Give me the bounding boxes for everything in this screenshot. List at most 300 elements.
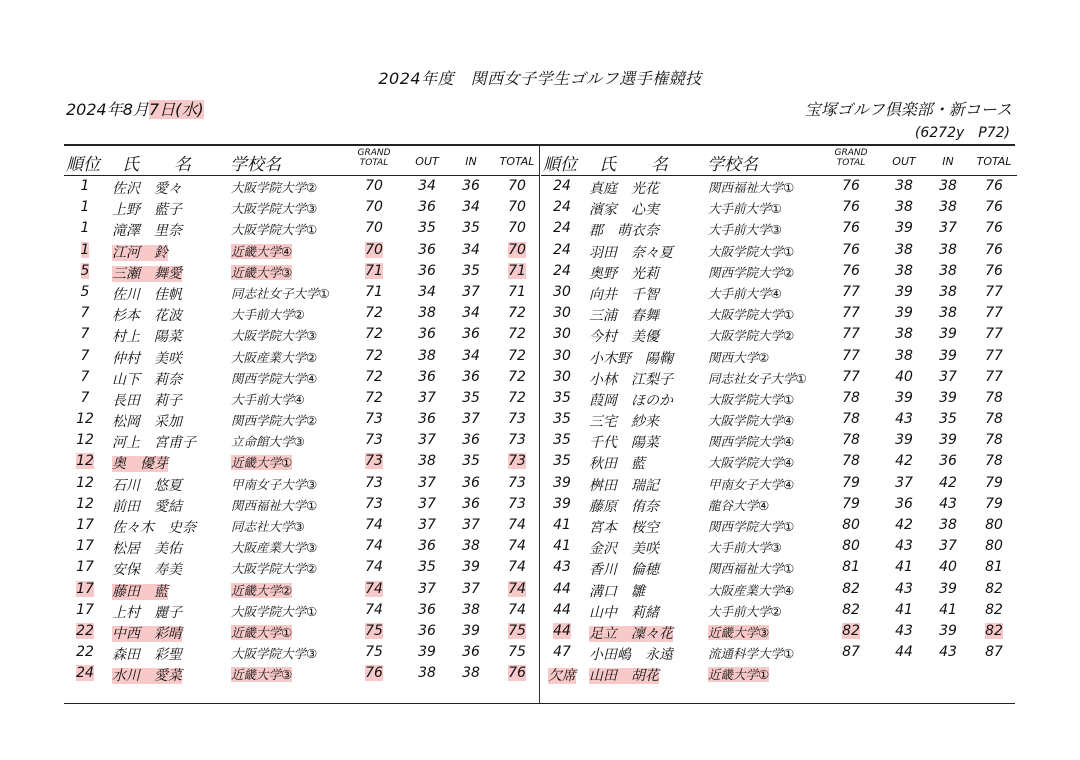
player-name-cell: 松岡 采加: [112, 414, 182, 431]
table-row: [64, 240, 540, 261]
in-score-cell: 36: [462, 432, 480, 449]
rank-cell: 17: [76, 538, 94, 555]
rank-cell: 41: [553, 538, 571, 555]
table-header-left: [64, 146, 540, 176]
grand-total-cell-highlight: 82: [842, 622, 860, 639]
player-name-cell: 小木野 陽鞠: [589, 350, 673, 367]
out-score-cell: 36: [418, 326, 436, 343]
table-row: [541, 282, 1017, 303]
out-score-cell: 34: [418, 178, 436, 194]
total-score-cell: 72: [508, 305, 526, 322]
rank-cell: 7: [80, 326, 90, 343]
player-name-cell: 向井 千智: [589, 286, 659, 303]
in-score-cell: 36: [462, 368, 480, 385]
player-name-cell: 葭岡 ほのか: [589, 392, 673, 409]
out-score-cell: 36: [418, 368, 436, 385]
table-row: [64, 367, 540, 388]
rank-cell: 12: [76, 495, 94, 512]
in-score-cell: 39: [939, 580, 957, 597]
out-score-cell: 35: [418, 220, 436, 237]
in-score-cell: 41: [939, 601, 957, 618]
player-name-cell: 三浦 春舞: [589, 308, 659, 325]
header-out: OUT: [892, 155, 916, 168]
in-score-cell: 38: [462, 601, 480, 618]
grand-total-cell: 70: [365, 220, 383, 237]
school-cell-highlight: 近畿大学③: [231, 264, 293, 280]
out-score-cell: 38: [895, 326, 913, 343]
total-score-cell: 74: [508, 517, 526, 533]
out-score-cell: 37: [418, 432, 436, 449]
table-row: [64, 663, 540, 684]
results-table: [64, 144, 1015, 704]
school-cell-highlight: 近畿大学①: [231, 624, 293, 640]
rank-cell: 47: [553, 644, 571, 661]
in-score-cell: 34: [462, 199, 480, 216]
out-score-cell: 39: [895, 283, 913, 300]
player-name-cell: 山中 莉緒: [589, 604, 659, 621]
school-cell: 大阪産業大学③: [231, 540, 318, 556]
total-score-cell: [497, 453, 537, 469]
grand-total-cell: 74: [365, 517, 383, 533]
table-row: [541, 303, 1017, 324]
grand-total-cell: [354, 242, 394, 258]
grand-total-cell: 73: [365, 495, 383, 512]
rank-cell: 30: [553, 283, 571, 300]
player-name-cell: 香川 倫穂: [589, 562, 659, 579]
school-cell: 大阪産業大学④: [708, 582, 795, 598]
rank-cell: 30: [553, 326, 571, 343]
rank-cell: [64, 581, 106, 597]
in-score-cell: 39: [939, 432, 957, 449]
total-score-cell: [974, 623, 1014, 639]
table-row: [541, 388, 1017, 409]
table-row: [541, 515, 1017, 536]
grand-total-cell: 74: [365, 559, 383, 576]
out-score-cell: 38: [895, 347, 913, 364]
grand-total-cell: 76: [842, 262, 860, 279]
grand-total-cell-highlight: 73: [365, 453, 383, 470]
player-name-cell: 金沢 美咲: [589, 541, 659, 558]
school-cell: 大阪学院大学①: [708, 391, 795, 407]
out-score-cell: 42: [895, 517, 913, 533]
rank-cell: [64, 453, 106, 469]
grand-total-cell: 78: [842, 453, 860, 470]
rank-cell-highlight: 12: [76, 453, 94, 470]
out-score-cell: 37: [418, 474, 436, 491]
rank-cell: [64, 263, 106, 279]
out-score-cell: 43: [895, 580, 913, 597]
in-score-cell: 36: [462, 326, 480, 343]
school-cell: 関西学院大学④: [708, 434, 795, 450]
table-body-right: [541, 176, 1017, 685]
out-score-cell: 38: [895, 262, 913, 279]
rank-cell: 24: [553, 220, 571, 237]
player-name-cell: 藤原 侑奈: [589, 498, 659, 515]
school-cell-highlight: 近畿大学③: [708, 624, 770, 640]
player-name-cell: 真庭 光花: [589, 181, 659, 197]
player-name-cell: 郡 萌衣奈: [589, 223, 659, 240]
table-bottom-rule: [64, 703, 1015, 704]
school-cell: [708, 665, 769, 683]
total-score-cell: [497, 581, 537, 597]
total-score-cell: 77: [985, 283, 1003, 300]
rank-cell: 22: [76, 644, 94, 661]
header-in: IN: [465, 155, 477, 168]
player-name-cell-highlight: 江河 鈴: [112, 244, 168, 261]
in-score-cell: 43: [939, 644, 957, 661]
out-score-cell: 40: [895, 368, 913, 385]
table-row: [64, 451, 540, 472]
player-name-cell: 上村 麗子: [112, 604, 182, 621]
in-score-cell: 38: [462, 665, 480, 682]
player-name-cell: 森田 彩聖: [112, 647, 182, 664]
grand-total-cell: 73: [365, 411, 383, 428]
out-score-cell: 38: [418, 665, 436, 682]
player-name-cell: 山下 莉奈: [112, 371, 182, 388]
player-name-cell: 奥野 光莉: [589, 265, 659, 282]
header-total: TOTAL: [976, 155, 1012, 168]
date-prefix: 2024年8月: [66, 100, 149, 119]
total-score-cell: 70: [508, 199, 526, 216]
in-score-cell: 38: [462, 538, 480, 555]
table-row: [64, 600, 540, 621]
total-score-cell-highlight: 75: [508, 622, 526, 639]
header-total: TOTAL: [499, 155, 535, 168]
rank-cell: [64, 665, 106, 681]
out-score-cell: 39: [418, 644, 436, 661]
grand-total-cell: 78: [842, 432, 860, 449]
header-surname: 氏: [122, 155, 139, 175]
out-score-cell: 44: [895, 644, 913, 661]
total-score-cell: 70: [508, 220, 526, 237]
total-score-cell-highlight: 73: [508, 453, 526, 470]
table-row: [64, 430, 540, 451]
grand-total-cell: [354, 581, 394, 597]
total-score-cell: 77: [985, 347, 1003, 364]
in-score-cell: 42: [939, 474, 957, 491]
school-cell: 大手前大学②: [708, 603, 782, 619]
school-cell-highlight: 近畿大学③: [231, 667, 293, 683]
player-name-cell-highlight: 足立 凜々花: [589, 625, 673, 642]
out-score-cell: 36: [418, 622, 436, 639]
table-row: [64, 621, 540, 642]
table-row: [64, 409, 540, 430]
out-score-cell: 39: [895, 389, 913, 406]
player-name-cell-highlight: 三瀬 舞愛: [112, 265, 182, 282]
table-row: [64, 536, 540, 557]
school-cell: 大手前大学②: [231, 307, 305, 323]
school-cell: 大阪学院大学①: [231, 603, 318, 619]
grand-total-cell: 76: [842, 199, 860, 216]
grand-total-cell: 77: [842, 368, 860, 385]
player-name-cell: 桝田 瑞記: [589, 477, 659, 494]
total-score-cell: 82: [985, 601, 1003, 618]
player-name-cell: 長田 莉子: [112, 392, 182, 409]
grand-total-cell: 80: [842, 538, 860, 555]
in-score-cell: 37: [939, 368, 957, 385]
grand-total-cell: 72: [365, 326, 383, 343]
rank-cell: 24: [553, 241, 571, 258]
total-score-cell: 78: [985, 411, 1003, 428]
rank-cell: [64, 623, 106, 639]
grand-total-cell: 79: [842, 474, 860, 491]
school-cell: [231, 263, 292, 281]
grand-total-cell: 82: [842, 601, 860, 618]
table-row: [541, 261, 1017, 282]
grand-total-cell: 77: [842, 283, 860, 300]
header-grand-total-line2: TOTAL: [836, 158, 866, 168]
grand-total-cell: 77: [842, 305, 860, 322]
total-score-cell: 79: [985, 474, 1003, 491]
in-score-cell: 35: [939, 411, 957, 428]
grand-total-cell-highlight: 76: [365, 665, 383, 682]
table-row: [541, 218, 1017, 239]
school-cell: 流通科学大学①: [708, 646, 795, 662]
player-name-cell: 松居 美佑: [112, 541, 182, 558]
total-score-cell-highlight: 82: [985, 622, 1003, 639]
total-score-cell: 79: [985, 495, 1003, 512]
out-score-cell: 38: [418, 347, 436, 364]
total-score-cell: 78: [985, 432, 1003, 449]
rank-cell: 12: [76, 474, 94, 491]
table-row: [64, 642, 540, 663]
course-yardage: (6272y P72): [914, 125, 1010, 141]
school-cell-highlight: 近畿大学①: [708, 667, 770, 683]
out-score-cell: 37: [418, 580, 436, 597]
player-name-cell: [112, 263, 182, 283]
grand-total-cell: 77: [842, 326, 860, 343]
rank-cell-highlight: 5: [80, 262, 90, 279]
rank-cell: 7: [80, 347, 90, 364]
table-row: [64, 176, 540, 197]
grand-total-cell: [354, 453, 394, 469]
in-score-cell: 38: [939, 283, 957, 300]
in-score-cell: 38: [939, 178, 957, 194]
school-cell: [231, 581, 292, 599]
in-score-cell: 36: [939, 453, 957, 470]
in-score-cell: 34: [462, 347, 480, 364]
grand-total-cell: 72: [365, 305, 383, 322]
in-score-cell: 39: [939, 347, 957, 364]
table-row: [64, 557, 540, 578]
rank-cell: [541, 665, 583, 685]
out-score-cell: 38: [418, 453, 436, 470]
player-name-cell: 前田 愛結: [112, 498, 182, 515]
player-name-cell: 三宅 紗来: [589, 414, 659, 431]
rank-cell-highlight: 22: [76, 622, 94, 639]
grand-total-cell: 73: [365, 432, 383, 449]
player-name-cell: 今村 美優: [589, 329, 659, 346]
table-row: [541, 451, 1017, 472]
table-row: [541, 494, 1017, 515]
table-row: [541, 346, 1017, 367]
total-score-cell: [497, 623, 537, 639]
table-row: [541, 579, 1017, 600]
school-cell: 同志社女子大学①: [708, 370, 807, 386]
player-name-cell: 佐々木 史奈: [112, 520, 196, 536]
grand-total-cell-highlight: 71: [365, 262, 383, 279]
in-score-cell: 35: [462, 453, 480, 470]
school-cell: [231, 665, 292, 683]
player-name-cell-highlight: 奥 優芽: [112, 456, 168, 473]
player-name-cell: 佐川 佳帆: [112, 286, 182, 303]
grand-total-cell-highlight: 75: [365, 622, 383, 639]
player-name-cell: 石川 悠夏: [112, 477, 182, 494]
school-cell: 大阪学院大学②: [231, 561, 318, 577]
results-left-column: [64, 146, 540, 685]
out-score-cell: 36: [418, 262, 436, 279]
player-name-cell: 安保 寿美: [112, 562, 182, 579]
school-cell: [231, 453, 292, 471]
table-row: [64, 282, 540, 303]
school-cell: 大手前大学④: [708, 285, 782, 301]
rank-cell: [541, 623, 583, 639]
player-name-cell: 千代 陽菜: [589, 435, 659, 452]
grand-total-cell: 71: [365, 283, 383, 300]
school-cell: 大手前大学③: [708, 540, 782, 556]
player-name-cell: [112, 242, 168, 262]
rank-cell: 30: [553, 305, 571, 322]
header-surname: 氏: [599, 155, 616, 175]
total-score-cell-highlight: 76: [508, 665, 526, 682]
in-score-cell: 36: [462, 644, 480, 661]
grand-total-cell: 76: [842, 178, 860, 194]
header-rank: 順位: [66, 155, 100, 175]
total-score-cell: [497, 242, 537, 258]
out-score-cell: 38: [895, 199, 913, 216]
header-out: OUT: [415, 155, 439, 168]
in-score-cell: 36: [462, 474, 480, 491]
player-name-cell: [112, 665, 182, 685]
school-cell: 大阪学院大学①: [708, 307, 795, 323]
player-name-cell: 杉本 花波: [112, 308, 182, 325]
grand-total-cell-highlight: 74: [365, 580, 383, 597]
out-score-cell: 36: [418, 601, 436, 618]
table-row: [64, 579, 540, 600]
rank-cell: 17: [76, 517, 94, 533]
in-score-cell: 39: [462, 622, 480, 639]
in-score-cell: 38: [939, 241, 957, 258]
table-row: [64, 494, 540, 515]
school-cell: 甲南女子大学③: [231, 476, 318, 492]
player-name-cell: 河上 宮甫子: [112, 435, 196, 452]
page-title: 2024年度 関西女子学生ゴルフ選手権競技: [378, 69, 702, 88]
grand-total-cell: 72: [365, 368, 383, 385]
out-score-cell: 37: [418, 495, 436, 512]
grand-total-cell: 74: [365, 601, 383, 618]
rank-cell-highlight: 1: [80, 241, 90, 258]
rank-cell: 24: [553, 178, 571, 194]
school-cell: 同志社女子大学①: [231, 285, 330, 301]
header-grand-total-line1: GRAND: [834, 148, 868, 158]
school-cell: 関西学院大学④: [231, 370, 318, 386]
total-score-cell: 73: [508, 411, 526, 428]
out-score-cell: 38: [895, 178, 913, 194]
table-row: [541, 600, 1017, 621]
total-score-cell: 76: [985, 220, 1003, 237]
rank-cell: 17: [76, 601, 94, 618]
rank-cell: 35: [553, 432, 571, 449]
grand-total-cell: 77: [842, 347, 860, 364]
in-score-cell: 37: [462, 517, 480, 533]
out-score-cell: 41: [895, 601, 913, 618]
school-cell: 大阪学院大学③: [231, 646, 318, 662]
grand-total-cell: 78: [842, 389, 860, 406]
rank-cell: 35: [553, 389, 571, 406]
header-grand-total: [831, 148, 871, 168]
school-cell-highlight: 近畿大学④: [231, 243, 293, 259]
header-rank: 順位: [543, 155, 577, 175]
table-row: [64, 197, 540, 218]
in-score-cell: 39: [939, 326, 957, 343]
grand-total-cell: 75: [365, 644, 383, 661]
in-score-cell: 37: [939, 220, 957, 237]
rank-cell: 1: [80, 220, 90, 237]
out-score-cell: 42: [895, 453, 913, 470]
header-grand-total-line1: GRAND: [357, 148, 391, 158]
out-score-cell: 39: [895, 305, 913, 322]
grand-total-cell: 73: [365, 474, 383, 491]
school-cell: 関西福祉大学①: [708, 180, 795, 195]
out-score-cell: 36: [895, 495, 913, 512]
in-score-cell: 35: [462, 389, 480, 406]
player-name-cell: [112, 581, 168, 601]
table-row: [541, 430, 1017, 451]
rank-cell: 5: [80, 283, 90, 300]
rank-cell: 44: [553, 601, 571, 618]
school-cell: 龍谷大学④: [708, 497, 770, 513]
player-name-cell: 村上 陽菜: [112, 329, 182, 346]
grand-total-cell: [831, 623, 871, 639]
total-score-cell: 70: [508, 178, 526, 194]
school-cell: 大阪学院大学②: [231, 180, 318, 195]
in-score-cell: 35: [462, 262, 480, 279]
rank-cell: 35: [553, 411, 571, 428]
out-score-cell: 39: [895, 220, 913, 237]
player-name-cell: [112, 623, 182, 643]
total-score-cell-highlight: 74: [508, 580, 526, 597]
grand-total-cell: 74: [365, 538, 383, 555]
school-cell: 大阪学院大学④: [708, 455, 795, 471]
out-score-cell: 36: [418, 538, 436, 555]
rank-cell: [64, 242, 106, 258]
results-right-column: [541, 146, 1017, 685]
school-cell: 同志社大学③: [231, 519, 305, 534]
school-cell: 大阪産業大学②: [231, 349, 318, 365]
total-score-cell: 77: [985, 305, 1003, 322]
total-score-cell-highlight: 71: [508, 262, 526, 279]
total-score-cell: 73: [508, 432, 526, 449]
table-row: [64, 303, 540, 324]
in-score-cell: 39: [939, 389, 957, 406]
out-score-cell: 43: [895, 411, 913, 428]
total-score-cell: 78: [985, 453, 1003, 470]
in-score-cell: 34: [462, 305, 480, 322]
header-grand-total-line2: TOTAL: [359, 158, 389, 168]
school-cell: 関西学院大学②: [231, 413, 318, 429]
school-cell: 大阪学院大学④: [708, 413, 795, 429]
header-in: IN: [942, 155, 954, 168]
total-score-cell: 72: [508, 368, 526, 385]
school-cell: 関西福祉大学①: [708, 561, 795, 577]
table-row: [541, 663, 1017, 684]
total-score-cell: 80: [985, 517, 1003, 533]
grand-total-cell: [354, 665, 394, 681]
out-score-cell: 36: [418, 199, 436, 216]
table-row: [64, 388, 540, 409]
school-cell: 大手前大学④: [231, 391, 305, 407]
table-row: [64, 324, 540, 345]
